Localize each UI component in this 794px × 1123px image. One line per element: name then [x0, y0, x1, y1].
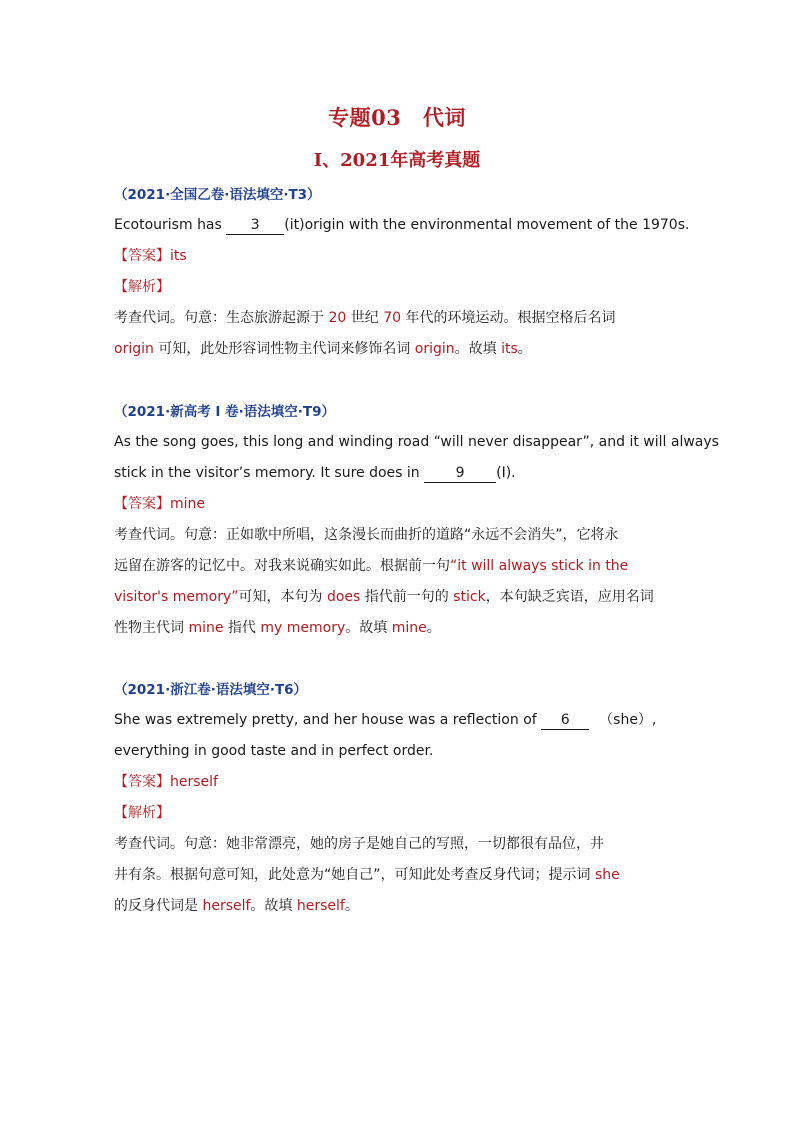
q3-answer [114, 767, 684, 798]
q3-source: （2021·浙江卷·语法填空·T6） [114, 682, 308, 698]
q2-analysis-text: 。 [426, 620, 441, 636]
q2-analysis-line [114, 613, 684, 644]
q1-analysis-line [114, 303, 684, 334]
q2-answer [114, 489, 684, 520]
q2-analysis-highlight: visitor's memory” [114, 589, 239, 605]
q1-source: （2021·全国乙卷·语法填空·T3） [114, 187, 321, 203]
answer-label: 【答案】 [114, 248, 170, 264]
q2-analysis-line [114, 551, 684, 582]
q3-analysis-line: 考查代词。句意：她非常漂亮，她的房子是她自己的写照，一切都很有品位，井 [114, 836, 604, 852]
q2-analysis-highlight: does [326, 589, 361, 605]
analysis-label: 【解析】 [114, 279, 170, 295]
q3-text-after: （she）, [599, 712, 657, 728]
q3-stem-line: everything in good taste and in perfect order. [114, 743, 434, 759]
q1-stem [114, 210, 690, 241]
q3-text-before: She was extremely pretty, and her house was a reflection of [114, 712, 542, 728]
q3-analysis-text: 。故填 [250, 898, 297, 914]
answer-label: 【答案】 [114, 774, 170, 790]
q2-analysis-highlight: stick [453, 589, 486, 605]
q2-analysis-highlight: “it will always stick in the [450, 558, 629, 574]
q1-analysis-text: 可知，此处形容词性物主代词来修饰名词 [153, 341, 415, 357]
q2-blank: 9 [424, 464, 496, 483]
question-3 [114, 678, 684, 922]
q2-text-before: stick in the visitor’s memory. It sure does in [114, 465, 425, 481]
q1-analysis-text: 世纪 [346, 310, 384, 326]
q1-analysis-highlight: origin [114, 341, 154, 357]
q2-analysis-text: 可知，本句为 [238, 589, 327, 605]
q1-analysis-label [114, 272, 684, 303]
q2-analysis-text: ，本句缺乏宾语，应用名词 [485, 589, 654, 605]
q1-analysis-line [114, 334, 684, 365]
q3-analysis-text: 的反身代词是 [114, 898, 203, 914]
analysis-label: 【解析】 [114, 805, 170, 821]
q1-text-before: Ecotourism has [114, 217, 227, 233]
q1-answer-value: its [170, 248, 187, 264]
question-2 [114, 400, 719, 644]
q2-analysis-text: 。故填 [345, 620, 392, 636]
q2-analysis-text: 远留在游客的记忆中。对我来说确实如此。根据前一句 [114, 558, 450, 574]
q3-analysis-highlight: herself [202, 898, 251, 914]
q3-analysis-highlight: she [594, 867, 620, 883]
q2-text-after: (I). [496, 465, 516, 481]
q2-analysis-text: 性物主代词 [114, 620, 189, 636]
q2-analysis-line: 考查代词。句意：正如歌中所唱，这条漫长而曲折的道路“永远不会消失”，它将永 [114, 527, 619, 543]
question-1 [114, 183, 690, 365]
q1-analysis-text: 。故填 [454, 341, 502, 357]
q1-answer [114, 241, 684, 272]
q2-analysis-highlight: mine [188, 620, 224, 636]
q2-analysis-highlight: my memory [260, 620, 346, 636]
q2-answer-value: mine [170, 496, 206, 512]
q3-analysis-highlight: herself [296, 898, 345, 914]
section-title: I、2021年高考真题 [313, 150, 481, 171]
q3-answer-value: herself [170, 774, 218, 790]
q2-source: （2021·新高考 I 卷·语法填空·T9） [114, 404, 335, 420]
q1-analysis-text: 年代的环境运动。根据空格后名词 [401, 310, 616, 326]
q1-text-after: (it)origin with the environmental movement of the 1970s. [284, 217, 690, 233]
q2-stem-line: As the song goes, this long and winding road “will never disappear”, and it will always [114, 434, 719, 450]
q3-analysis-label [114, 798, 684, 829]
q1-analysis-text: 考查代词。句意：生态旅游起源于 [114, 310, 329, 326]
answer-label: 【答案】 [114, 496, 170, 512]
page-title: 专题03 代词 [328, 105, 466, 130]
q2-analysis-text: 指代前一句的 [360, 589, 454, 605]
q2-analysis-line [114, 582, 684, 613]
q2-analysis-text: 指代 [223, 620, 261, 636]
q1-analysis-highlight: origin [414, 341, 455, 357]
q2-stem-line [114, 458, 684, 489]
q1-analysis-highlight: 20 [328, 310, 347, 326]
q2-analysis-highlight: mine [391, 620, 427, 636]
q1-analysis-highlight: its [501, 341, 518, 357]
q1-analysis-highlight: 70 [383, 310, 402, 326]
q3-stem-line [114, 705, 684, 736]
q1-blank: 3 [226, 216, 284, 235]
q3-analysis-text: 井有条。根据句意可知，此处意为“她自己”，可知此处考查反身代词；提示词 [114, 867, 595, 883]
q3-analysis-text: 。 [344, 898, 359, 914]
q3-analysis-line [114, 891, 684, 922]
q3-analysis-line [114, 860, 684, 891]
q1-analysis-text: 。 [517, 341, 532, 357]
q3-blank: 6 [541, 711, 589, 730]
